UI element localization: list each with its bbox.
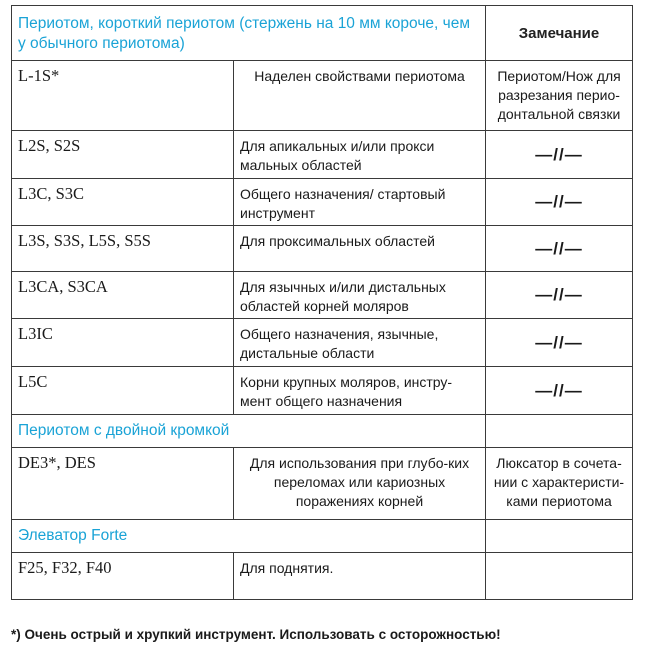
ditto-mark: —//— (486, 367, 633, 415)
table-row (12, 319, 633, 367)
instrument-name: L2S, S2S (12, 131, 234, 179)
instrument-remark: Периотом/Нож для разрезания перио-донтальной связки (486, 61, 633, 131)
table-row (12, 448, 633, 520)
ditto-mark: —//— (486, 272, 633, 319)
table-row (12, 553, 633, 600)
instrument-name: L3CA, S3CA (12, 272, 234, 319)
instrument-description: Общего назначения/ стартовый инструмент (234, 179, 486, 226)
instrument-remark: Люксатор в сочета-нии с характеристи-ками периотома (486, 448, 633, 520)
empty-cell (486, 415, 633, 448)
ditto-mark: —//— (486, 179, 633, 226)
periotome-section-title: Периотом, короткий периотом (стержень на 10 мм короче, чем у обычного периотома) (12, 6, 486, 61)
instrument-name: L-1S* (12, 61, 234, 131)
instrument-description: Общего назначения, язычные, дистальные области (234, 319, 486, 367)
instrument-name: F25, F32, F40 (12, 553, 234, 600)
instrument-name: L3C, S3C (12, 179, 234, 226)
elevator-section-title: Элеватор Forte (12, 520, 486, 553)
instrument-description: Корни крупных моляров, инстру-мент общего назначения (234, 367, 486, 415)
double-edge-section-title: Периотом с двойной кромкой (12, 415, 486, 448)
instrument-description: Наделен свойствами периотома (234, 61, 486, 131)
instrument-remark (486, 553, 633, 600)
instrument-description: Для проксимальных областей (234, 226, 486, 272)
instrument-table (11, 5, 633, 600)
table-header-row (12, 6, 633, 61)
instrument-description: Для апикальных и/или прокси мальных областей (234, 131, 486, 179)
instrument-name: L5C (12, 367, 234, 415)
table-row (12, 179, 633, 226)
instrument-description: Для поднятия. (234, 553, 486, 600)
section-header-row (12, 415, 633, 448)
instrument-description: Для язычных и/или дистальных областей корней моляров (234, 272, 486, 319)
remark-column-header: Замечание (486, 6, 633, 61)
footnote: *) Очень острый и хрупкий инструмент. Использовать с осторожностью! (11, 627, 501, 642)
ditto-mark: —//— (486, 226, 633, 272)
instrument-name: L3S, S3S, L5S, S5S (12, 226, 234, 272)
table-row (12, 272, 633, 319)
ditto-mark: —//— (486, 131, 633, 179)
table-row (12, 131, 633, 179)
table-row (12, 61, 633, 131)
table-row (12, 226, 633, 272)
instrument-description: Для использования при глубо-ких переломах или кариозных поражениях корней (234, 448, 486, 520)
instrument-name: DE3*, DES (12, 448, 234, 520)
instrument-name: L3IC (12, 319, 234, 367)
empty-cell (486, 520, 633, 553)
section-header-row (12, 520, 633, 553)
table-row (12, 367, 633, 415)
ditto-mark: —//— (486, 319, 633, 367)
